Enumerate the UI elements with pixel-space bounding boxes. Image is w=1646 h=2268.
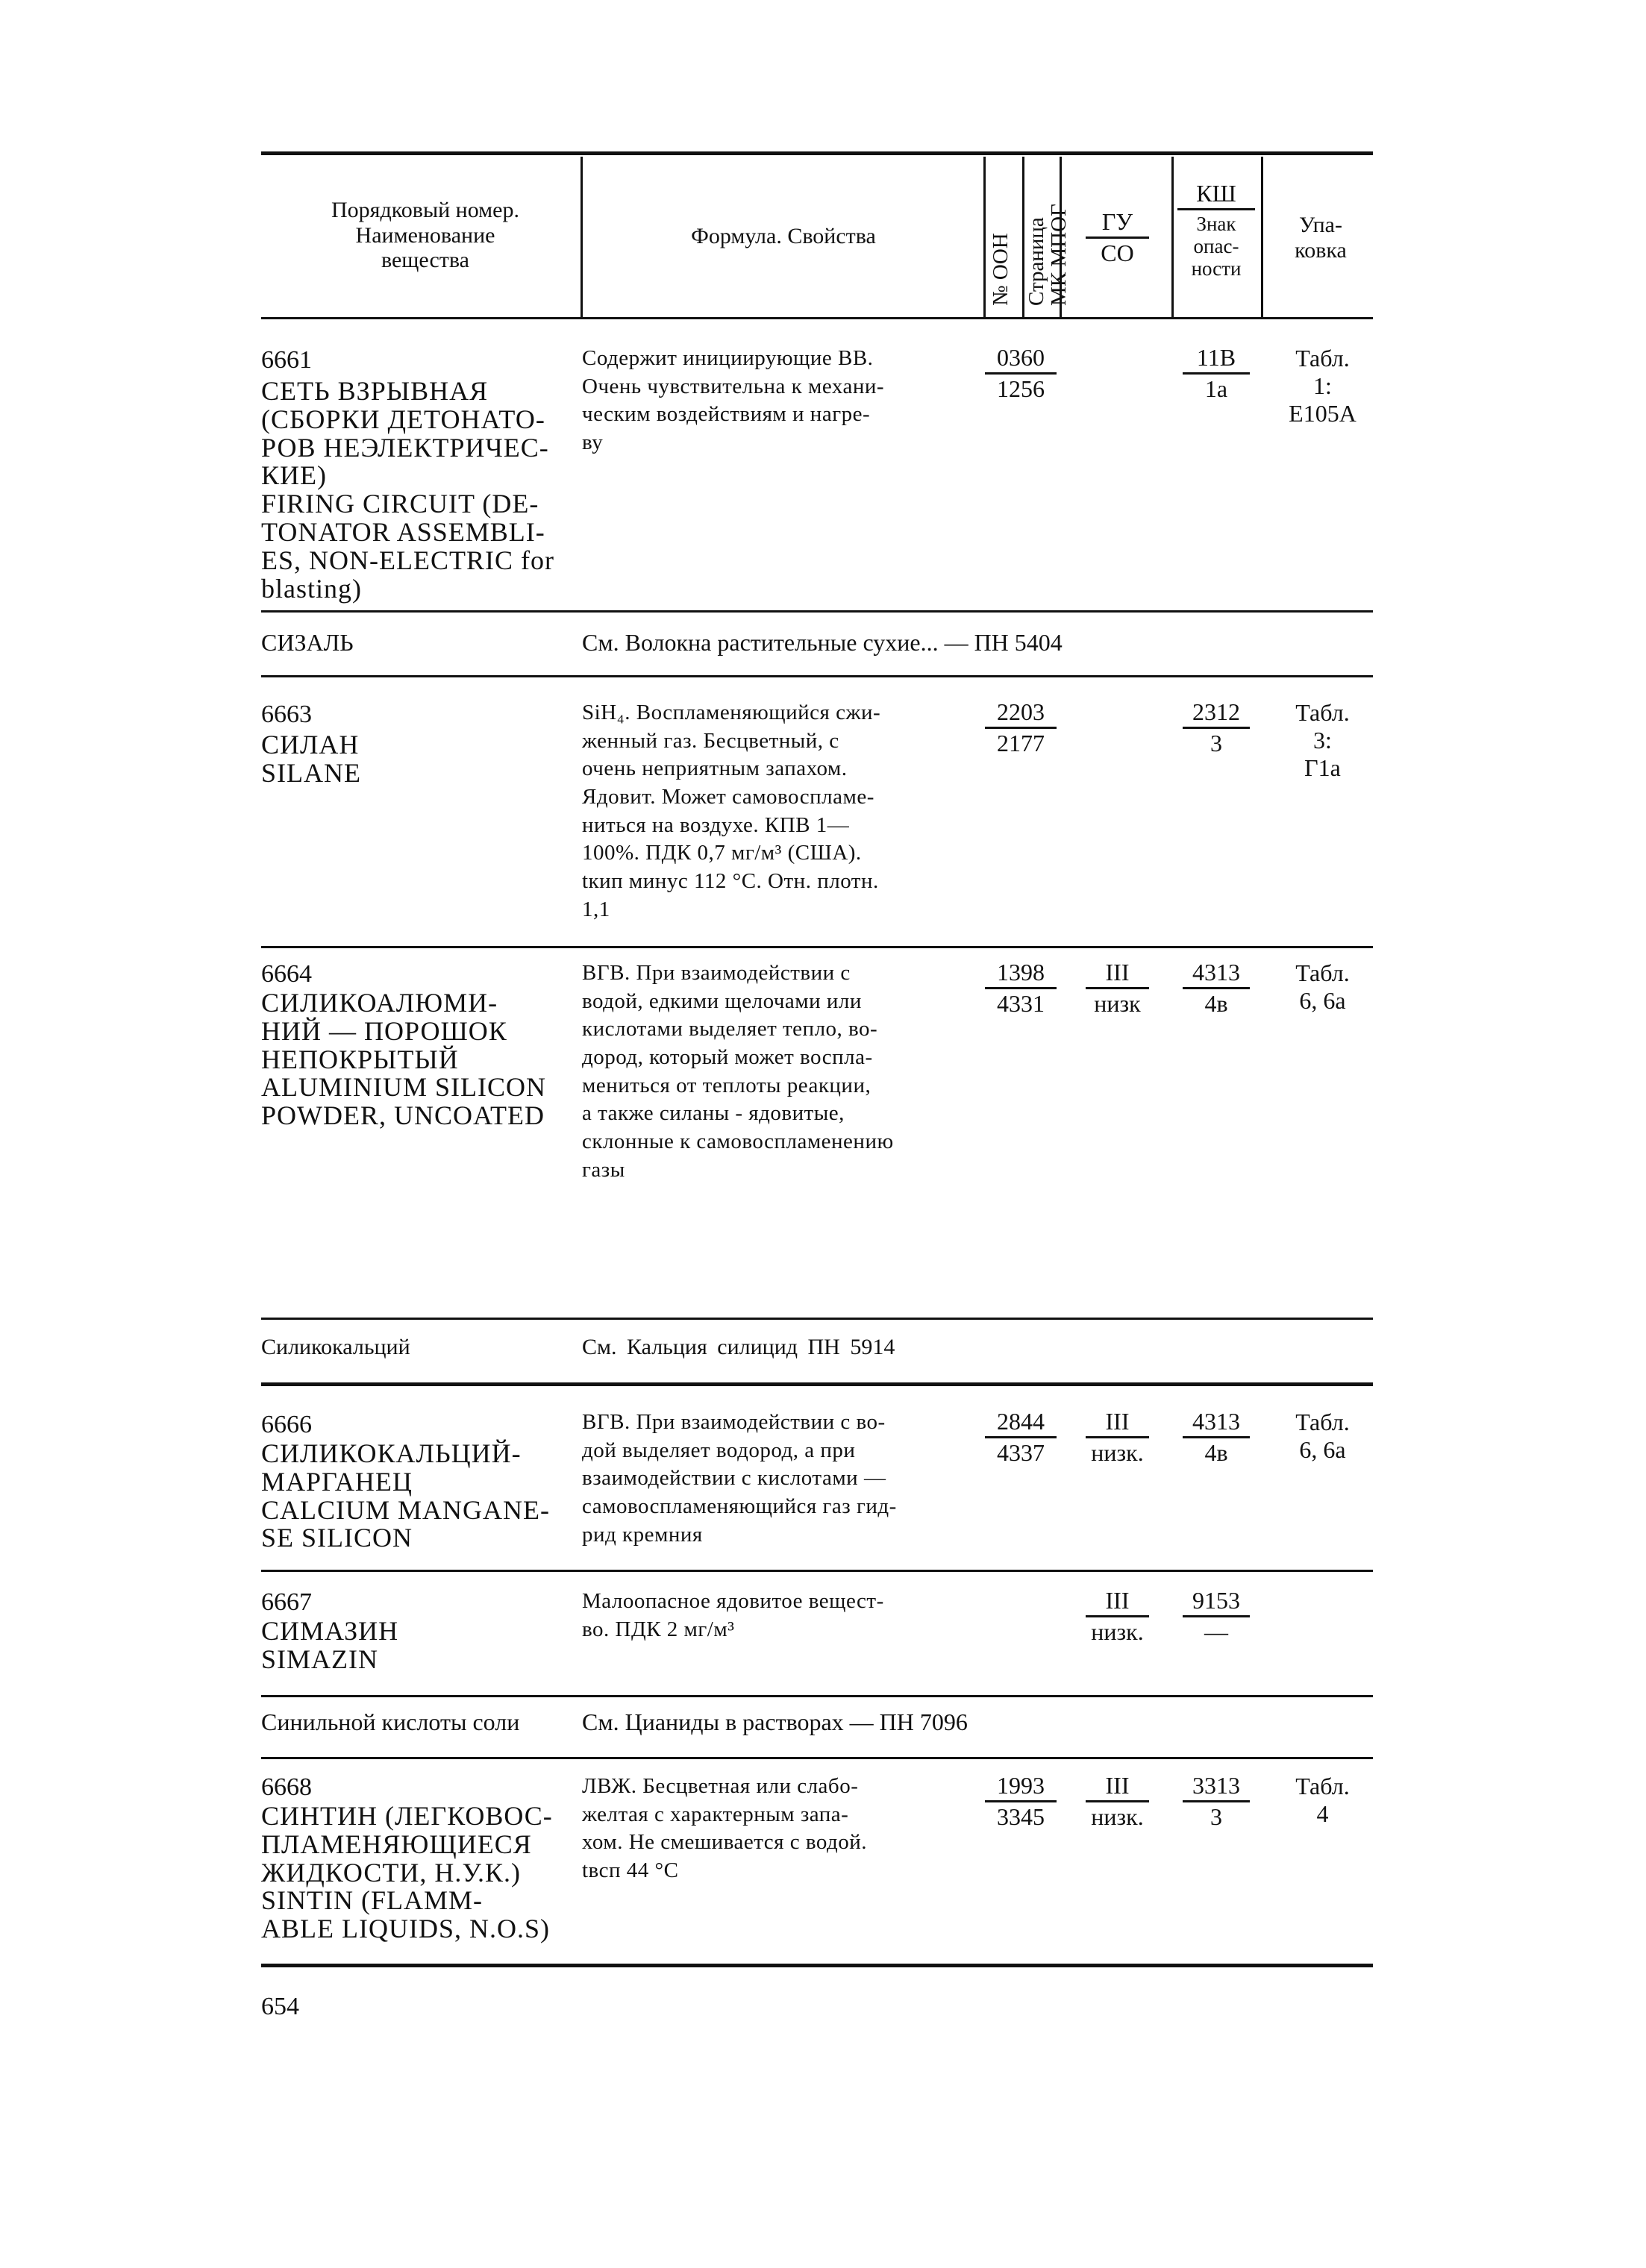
entry-prop-line: склонные к самовоспламенению [582,1130,894,1154]
entry-gu: III [1086,1588,1149,1617]
entry-page: 2177 [997,730,1045,757]
entry-prop-line: Содержит инициирующие ВВ. [582,346,874,370]
entry-name-line: СЕТЬ ВЗРЫВНАЯ [261,376,489,406]
header-pack-line: ковка [1295,237,1347,263]
entry-name-line: SE SILICON [261,1523,413,1553]
entry-un-page [985,699,1057,756]
header-col-formula: Формула. Свойства [691,224,876,248]
entry-pack [1276,345,1369,427]
entry-prop-line: хом. Не смешивается с водой. [582,1830,868,1855]
entry-prop-line: рид кремния [582,1522,703,1547]
entry-prop-line: tвсп 44 °С [582,1858,679,1883]
entry-prop-line: ву [582,430,604,455]
entry-prop-line: ческим воздействиям и нагре- [582,402,871,427]
header-divider [1171,157,1174,317]
entry-pack-line: Табл. [1295,699,1350,726]
entry-un: 1398 [985,959,1057,989]
entry-prop-line: дород, который может воспла- [582,1045,873,1070]
entry-name-line: ALUMINIUM SILICON [261,1072,546,1103]
entry-sign: 1а [1204,375,1228,403]
entry-sign: 3 [1210,1803,1222,1831]
entry-number: 6666 [261,1411,312,1438]
entry-un-page [985,1409,1057,1466]
entry-gu-so [1086,1409,1149,1466]
entry-name-line: СИЛАН [261,730,360,759]
reference-term: Синильной кислоты соли [261,1708,520,1735]
entry-name-line: FIRING CIRCUIT (DE- [261,489,539,519]
entry-ksh: 11В [1183,345,1250,375]
entry-name-line: СИМАЗИН [261,1616,399,1646]
entry-name [261,731,361,788]
entry-prop-line: ВГВ. При взаимодействии с во- [582,1410,886,1434]
row-rule [261,946,1373,948]
entry-pack-line: 3: [1313,726,1332,754]
entry-name [261,1617,398,1674]
entry-prop-line: желтая с характерным запа- [582,1802,849,1826]
entry-prop-line: дой выделяет водород, а при [582,1438,856,1462]
entry-page: 1256 [997,375,1045,403]
entry-prop-line: а также силаны - ядовитые, [582,1101,845,1126]
header-col-page-line: Страница [1024,217,1048,306]
entry-ksh: 4313 [1183,959,1250,989]
entry-prop-line: газы [582,1157,625,1182]
entry-name-line: (СБОРКИ ДЕТОНАТО- [261,404,545,434]
entry-un-page [985,345,1057,402]
entry-name-line: МАРГАНЕЦ [261,1466,413,1497]
row-rule [261,1318,1373,1320]
entry-page: 4337 [997,1439,1045,1467]
entry-pack [1276,699,1369,781]
entry-prop-line: Малоопасное ядовитое вещест- [582,1589,884,1613]
entry-gu: III [1086,959,1149,989]
entry-ksh: 2312 [1183,699,1250,729]
reference-term: СИЗАЛЬ [261,629,354,656]
header-col-gu-so [1086,209,1149,266]
header-col-page [1025,204,1071,306]
entry-so: низк [1094,990,1141,1018]
entry-pack-line: 4 [1316,1799,1329,1827]
entry-page: 3345 [997,1803,1045,1831]
entry-un: 1993 [985,1773,1057,1802]
entry-number: 6661 [261,346,312,374]
entry-un: 2203 [985,699,1057,729]
header-divider [581,157,583,317]
entry-pack-line: Табл. [1295,345,1350,372]
row-rule [261,1382,1373,1386]
entry-gu: III [1086,1409,1149,1438]
entry-sign: — [1204,1618,1228,1646]
entry-prop-line: 100%. ПДК 0,7 мг/м³ (США). [582,841,862,865]
header-col-pack [1268,213,1373,263]
header-sign-line: опас- [1193,234,1239,257]
reference-see: См. Цианиды в растворах — ПН 7096 [582,1708,968,1735]
entry-pack-line: 1: [1313,372,1332,399]
row-rule [261,675,1373,677]
entry-un-page [985,1773,1057,1830]
entry-un: 2844 [985,1409,1057,1438]
entry-number: 6664 [261,960,312,988]
entry-name-line: POWDER, UNCOATED [261,1100,545,1131]
entry-prop-line: мениться от теплоты реакции, [582,1073,871,1097]
entry-name-line: SILANE [261,757,361,788]
entry-pack [1276,1409,1369,1464]
entry-properties [582,345,884,457]
page-number: 654 [261,1993,299,2020]
entry-properties [582,1588,884,1644]
header-col-name-line: вещества [381,248,469,273]
header-gu: ГУ [1086,209,1149,239]
entry-name-line: ЖИДКОСТИ, Н.У.К.) [261,1857,521,1888]
entry-pack-line: 6, 6а [1299,986,1346,1014]
entry-pack-line: Табл. [1295,959,1350,986]
entry-page: 4331 [997,990,1045,1018]
entry-name-line: ES, NON-ELECTRIC for [261,545,554,575]
entry-un-page [985,959,1057,1017]
entry-ksh: 4313 [1183,1409,1250,1438]
entry-so: низк. [1091,1439,1144,1467]
entry-name [261,1440,550,1553]
header-divider [983,157,986,317]
entry-sign: 4в [1204,990,1228,1018]
entry-name-line: НЕПОКРЫТЫЙ [261,1044,459,1074]
entry-prop-line: ниться на воздухе. КПВ 1— [582,812,850,837]
entry-pack-line: 6, 6а [1299,1435,1346,1463]
entry-properties [582,959,894,1185]
table-bottom-rule [261,1964,1373,1967]
entry-prop-line: ЛВЖ. Бесцветная или слабо- [582,1774,859,1798]
entry-name-line: TONATOR ASSEMBLI- [261,516,545,547]
entry-prop-line: SiH₄. Воспламеняющийся сжи- [582,701,881,724]
header-col-page-line: МК МПОГ [1047,204,1071,306]
entry-prop-line: взаимодействии с кислотами — [582,1466,886,1491]
entry-pack-line: E105A [1289,399,1356,427]
entry-ksh-sign [1183,699,1250,756]
entry-name-line: blasting) [261,573,362,604]
entry-name-line: ABLE LIQUIDS, N.O.S) [261,1914,550,1944]
entry-pack-line: Г1а [1304,754,1341,781]
entry-gu-so [1086,1588,1149,1645]
entry-prop-line: ВГВ. При взаимодействии с [582,961,851,985]
entry-gu-so [1086,1773,1149,1830]
entry-name [261,378,567,603]
reference-term: Силикокальций [261,1335,410,1359]
entry-ksh-sign [1183,345,1250,402]
header-divider [1261,157,1263,317]
header-col-name [284,198,567,273]
entry-pack-line: Табл. [1295,1409,1350,1435]
entry-gu-so [1086,959,1149,1017]
entry-so: низк. [1091,1803,1144,1831]
entry-pack [1276,959,1369,1015]
entry-name-line: ПЛАМЕНЯЮЩИЕСЯ [261,1829,532,1859]
row-rule [261,610,1373,613]
entry-ksh: 9153 [1183,1588,1250,1617]
entry-properties [582,1773,867,1885]
entry-name-line: СИНТИН (ЛЕГКОВОС- [261,1801,553,1831]
header-col-ksh [1177,181,1255,280]
entry-prop-line: водой, едкими щелочами или [582,989,862,1013]
entry-name-line: КИЕ) [261,460,327,491]
row-rule [261,1695,1373,1697]
header-sign-line: Знак [1196,213,1236,236]
entry-ksh-sign [1183,1588,1250,1645]
entry-un: 0360 [985,345,1057,375]
entry-properties [582,1409,897,1549]
header-col-name-line: Наименование [355,222,495,248]
entry-prop-line: tкип минус 112 °С. Отн. плотн. [582,869,879,894]
entry-name [261,989,567,1130]
header-col-un: № ООН [989,233,1013,306]
entry-pack-line: Табл. [1295,1773,1350,1799]
entry-name-line: SINTIN (FLAMM- [261,1885,483,1916]
entry-name-line: СИЛИКОАЛЮМИ- [261,988,498,1018]
entry-name-line: SIMAZIN [261,1644,378,1674]
entry-prop-line: 1,1 [582,897,610,921]
header-sign-line: ности [1191,257,1242,280]
entry-name [261,1802,553,1943]
reference-see: См. Волокна растительные сухие... — ПН 5404 [582,629,1063,656]
entry-gu: III [1086,1773,1149,1802]
entry-ksh-sign [1183,1773,1250,1830]
entry-prop-line: во. ПДК 2 мг/м³ [582,1617,735,1641]
header-pack-line: Упа- [1299,213,1342,237]
entry-name-line: НИЙ — ПОРОШОК [261,1015,507,1046]
entry-name-line: СИЛИКОКАЛЬЦИЙ- [261,1438,522,1468]
entry-ksh-sign [1183,959,1250,1017]
reference-see: См. Кальция силицид ПН 5914 [582,1335,895,1359]
entry-ksh: 3313 [1183,1773,1250,1802]
entry-name-line: РОВ НЕЭЛЕКТРИЧЕС- [261,432,549,463]
header-top-rule [261,151,1373,155]
row-rule [261,1570,1373,1572]
row-rule [261,1757,1373,1759]
entry-sign: 4в [1204,1439,1228,1467]
header-ksh: КШ [1177,181,1255,210]
entry-prop-line: Ядовит. Может самовоспламе- [582,785,874,809]
entry-ksh-sign [1183,1409,1250,1466]
entry-prop-line: Очень чувствительна к механи- [582,374,885,398]
entry-name-line: CALCIUM MANGANE- [261,1494,550,1525]
entry-properties [582,699,880,924]
entry-so: низк. [1091,1618,1144,1646]
header-col-name-line: Порядковый номер. [331,198,519,222]
header-so: СО [1101,239,1134,267]
header-bottom-rule [261,317,1373,319]
entry-number: 6663 [261,701,312,728]
entry-prop-line: очень неприятным запахом. [582,756,848,781]
entry-number: 6667 [261,1588,312,1616]
entry-number: 6668 [261,1773,312,1801]
entry-prop-line: самовоспламеняющийся газ гид- [582,1494,897,1519]
entry-prop-line: кислотами выделяет тепло, во- [582,1017,878,1041]
entry-prop-line: женный газ. Бесцветный, с [582,728,839,753]
entry-sign: 3 [1210,730,1222,757]
entry-pack [1276,1773,1369,1828]
